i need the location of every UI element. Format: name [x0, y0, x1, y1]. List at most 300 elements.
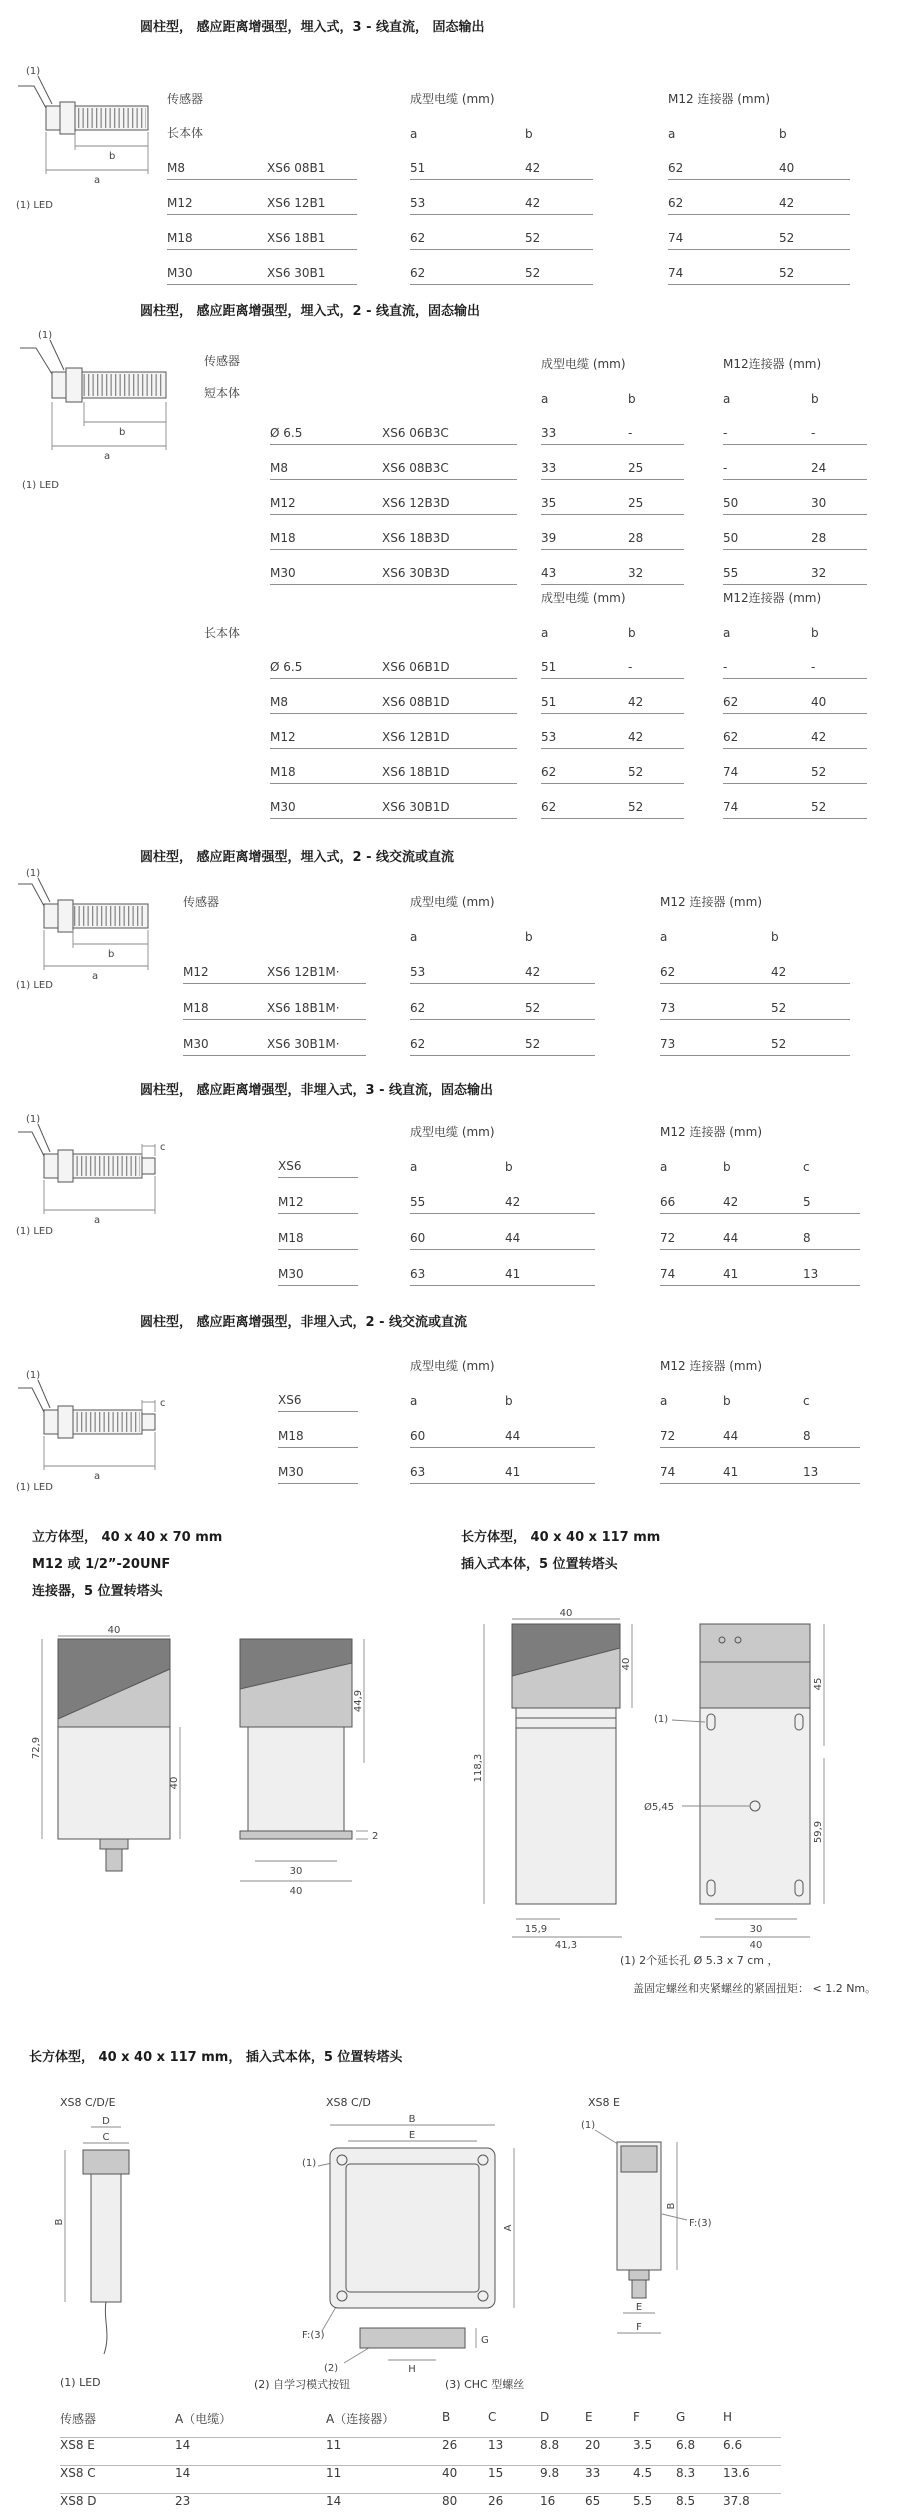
- section7-note-2: (2) 自学习模式按钮: [254, 2378, 351, 2391]
- cell-cable-a: 51: [541, 660, 557, 674]
- dim-a-label: a: [94, 1215, 101, 1226]
- cell-conn-a: 62: [668, 196, 684, 210]
- cell-cable-b: 25: [628, 496, 644, 510]
- dim-c-label: c: [160, 1142, 166, 1153]
- col-header-sensor: 传感器: [183, 895, 220, 909]
- m12-plug: [632, 2280, 646, 2298]
- cell-size: M18: [270, 531, 296, 545]
- cell-conn-b: 30: [811, 496, 827, 510]
- cell-h: 37.8: [723, 2494, 750, 2508]
- cell-cable-a: 62: [410, 1037, 426, 1051]
- section6-note-1: (1) 2个延长孔 Ø 5.3 x 7 cm ，: [620, 1954, 779, 1967]
- cell-conn-b: 40: [811, 695, 827, 709]
- subcol-a: a: [410, 1394, 418, 1408]
- cell-a-connector: 11: [326, 2466, 342, 2480]
- cell-conn-a: 50: [723, 531, 739, 545]
- sensor-nut: [66, 368, 82, 402]
- cell-reference: XS6 08B1: [267, 161, 326, 175]
- table-row: [278, 1178, 860, 1214]
- cell-size: Ø 6.5: [270, 660, 303, 674]
- cell-g: 6.8: [676, 2438, 696, 2452]
- cell-cable-b: 52: [525, 231, 541, 245]
- cell-cable-b: 41: [505, 1267, 521, 1281]
- cell-size: M18: [278, 1429, 304, 1443]
- cell-conn-b: -: [811, 660, 816, 674]
- table-row: [270, 550, 867, 585]
- dim-a-label: a: [94, 1471, 101, 1482]
- connector-base: [629, 2270, 649, 2280]
- section6-left-title-1: 立方体型， 40 x 40 x 70 mm: [32, 1530, 223, 1545]
- long-body-label: 长本体: [204, 626, 241, 640]
- table-header-row: [278, 1118, 860, 1144]
- cell-cable-b: 42: [525, 161, 541, 175]
- dim-a-label: a: [92, 971, 99, 982]
- table-subheader-row: [270, 376, 867, 410]
- cell-size: M30: [183, 1037, 209, 1051]
- sensor-nut: [58, 1406, 73, 1438]
- dim-d-label: D: [102, 2116, 110, 2127]
- col-header-cable: 成型电缆 (mm): [541, 591, 626, 605]
- sensor-label: 传感器: [204, 354, 241, 368]
- col-header-cable: 成型电缆 (mm): [410, 1359, 495, 1373]
- subcol-a: a: [410, 1160, 418, 1174]
- spacer: [270, 350, 517, 376]
- cell-cable-a: 39: [541, 531, 557, 545]
- cell-a-cable: 23: [175, 2494, 191, 2508]
- col-header-connector: M12连接器 (mm): [723, 591, 822, 605]
- dim-e-label: E: [635, 2302, 643, 2313]
- table-nonflush-3wire: [278, 1118, 860, 1286]
- section6-right-title-2: 插入式本体，5 位置转塔头: [461, 1557, 618, 1572]
- dim-40-top-label: 40: [559, 1608, 573, 1619]
- subcol-a: a: [723, 626, 731, 640]
- table-row: [167, 250, 850, 285]
- table-row: [278, 1250, 860, 1286]
- sensor-outline: [20, 340, 166, 402]
- dim-c-label: c: [160, 1398, 166, 1409]
- cell-conn-a: 62: [668, 161, 684, 175]
- col-header-sensor: 传感器: [167, 92, 204, 106]
- cell-conn-b: 52: [811, 765, 827, 779]
- cell-conn-a: 74: [668, 266, 684, 280]
- drawing-cylindrical-flush-2wire-dc: [14, 326, 199, 492]
- col-header-connector: M12 连接器 (mm): [660, 1125, 762, 1139]
- short-body-label: 短本体: [204, 386, 241, 400]
- cable: [104, 2302, 107, 2354]
- col-header: A（连接器）: [326, 2412, 395, 2426]
- cell-conn-b: 44: [723, 1231, 739, 1245]
- cell-cable-b: -: [628, 660, 633, 674]
- col-header-connector: M12 连接器 (mm): [668, 92, 770, 106]
- section1-title: 圆柱型， 感应距离增强型，埋入式，3 - 线直流， 固态输出: [140, 20, 485, 35]
- dim-44-9-label: 44,9: [353, 1689, 364, 1713]
- cell-f: 3.5: [633, 2438, 653, 2452]
- cell-cable-b: 42: [525, 196, 541, 210]
- cell-conn-b: 42: [779, 196, 795, 210]
- dim-30-label: 30: [289, 1866, 303, 1877]
- table-header-row: [278, 1352, 860, 1378]
- table-flush-2wire-short: [270, 350, 867, 585]
- cell-conn-a: 74: [723, 800, 739, 814]
- cell-reference: XS6 30B1D: [382, 800, 450, 814]
- cell-cable-a: 63: [410, 1267, 426, 1281]
- drawing3-label: XS8 E: [588, 2096, 620, 2109]
- sensor-outline: [330, 2148, 495, 2348]
- cell-cable-b: 42: [628, 730, 644, 744]
- subcol-b: b: [505, 1394, 513, 1408]
- cell-conn-a: 74: [660, 1465, 676, 1479]
- dim-e-label: E: [408, 2130, 416, 2141]
- table-flush-3wire: [167, 85, 850, 285]
- cell-cable-a: 53: [541, 730, 557, 744]
- callout-2-label: (2): [324, 2363, 339, 2374]
- callout-1-label: (1): [38, 330, 53, 341]
- drawing1-label: XS8 C/D/E: [60, 2096, 116, 2109]
- table-flush-2wire-acdc: [183, 888, 850, 1056]
- subcol-c: c: [803, 1160, 810, 1174]
- cell-size: M18: [183, 1001, 209, 1015]
- cell-reference: XS6 30B3D: [382, 566, 450, 580]
- subcol-b: b: [779, 127, 787, 141]
- callout-f3-label: F:(3): [689, 2218, 712, 2229]
- subcol-a: a: [660, 1394, 668, 1408]
- led-label: (1) LED: [16, 980, 53, 991]
- cell-b: 80: [442, 2494, 458, 2508]
- body-type-label: 长本体: [167, 126, 204, 140]
- table-row: [183, 1020, 850, 1056]
- table-row: [60, 2466, 781, 2494]
- col-header-cable: 成型电缆 (mm): [541, 357, 626, 371]
- section3-title: 圆柱型， 感应距离增强型，埋入式，2 - 线交流或直流: [140, 850, 455, 865]
- table-row: [270, 445, 867, 480]
- col-header: H: [723, 2410, 733, 2424]
- section7-title: 长方体型， 40 x 40 x 117 mm， 插入式本体，5 位置转塔头: [29, 2050, 403, 2065]
- cell-conn-a: 74: [668, 231, 684, 245]
- cell-a-cable: 14: [175, 2466, 191, 2480]
- col-header: B: [442, 2410, 451, 2424]
- cell-conn-a: 72: [660, 1429, 676, 1443]
- cell-conn-b: 40: [779, 161, 795, 175]
- led-label: (1) LED: [16, 200, 53, 211]
- cell-e: 65: [585, 2494, 601, 2508]
- cell-cable-b: -: [628, 426, 633, 440]
- cell-conn-a: 74: [723, 765, 739, 779]
- table-row: [167, 180, 850, 215]
- cell-conn-a: 62: [723, 730, 739, 744]
- cell-conn-a: 73: [660, 1001, 676, 1015]
- col-header-connector: M12 连接器 (mm): [660, 895, 762, 909]
- section6-left-title-2: M12 或 1/2”-20UNF: [32, 1557, 171, 1572]
- col-header-cable: 成型电缆 (mm): [410, 92, 495, 106]
- m12-plug: [106, 1849, 122, 1871]
- cell-d: 16: [540, 2494, 556, 2508]
- cell-size: M30: [278, 1465, 304, 1479]
- cell-reference: XS6 08B3C: [382, 461, 449, 475]
- sensor-tip: [142, 1158, 155, 1174]
- section5-title: 圆柱型， 感应距离增强型，非埋入式，2 - 线交流或直流: [140, 1315, 468, 1330]
- section7-note-1: (1) LED: [60, 2376, 101, 2389]
- dim-h-label: H: [408, 2364, 416, 2374]
- table-row: [278, 1448, 860, 1484]
- subcol-b: b: [771, 930, 779, 944]
- cell-reference: XS6 06B3C: [382, 426, 449, 440]
- sensor-outline: [18, 1124, 155, 1182]
- spacer: [270, 610, 517, 644]
- cell-f: 4.5: [633, 2466, 653, 2480]
- dimension-lines: [52, 402, 166, 450]
- cell-size: M12: [270, 496, 296, 510]
- cell-reference: XS6 30B1: [267, 266, 326, 280]
- cell-conn-a: -: [723, 660, 728, 674]
- callout-1-label: (1): [581, 2120, 596, 2131]
- cube-front-view: [58, 1639, 170, 1871]
- subcol-b: b: [811, 392, 819, 406]
- sensor-nut: [60, 102, 75, 134]
- cell-reference: XS6 12B1D: [382, 730, 450, 744]
- drawing-cylindrical-nonflush-3wire: [14, 1110, 179, 1238]
- table-flush-2wire-long: [270, 584, 867, 819]
- cell-h: 6.6: [723, 2438, 743, 2452]
- subcol-a: a: [541, 626, 549, 640]
- spacer: [270, 584, 517, 610]
- cell-h: 13.6: [723, 2466, 750, 2480]
- table-header-row: [183, 888, 850, 914]
- cell-reference: XS6 30B1M·: [267, 1037, 340, 1051]
- cell-reference: XS6 12B3D: [382, 496, 450, 510]
- dim-b-label: b: [108, 949, 115, 960]
- cell-d: 8.8: [540, 2438, 560, 2452]
- cell-reference: XS6 12B1: [267, 196, 326, 210]
- cell-conn-b: 24: [811, 461, 827, 475]
- callout-1-label: (1): [654, 1714, 669, 1725]
- cell-a-cable: 14: [175, 2438, 191, 2452]
- dimension-lines: [46, 132, 148, 174]
- cell-cable-b: 42: [628, 695, 644, 709]
- cell-reference: XS6 08B1D: [382, 695, 450, 709]
- cell-conn-b: 52: [779, 231, 795, 245]
- subcol-b: b: [525, 127, 533, 141]
- drawing-cylindrical-nonflush-2wire: [14, 1366, 179, 1494]
- cell-conn-c: 5: [803, 1195, 811, 1209]
- cell-a-connector: 14: [326, 2494, 342, 2508]
- dim-g-label: G: [481, 2335, 489, 2346]
- cell-size: M30: [278, 1267, 304, 1281]
- section6-note-2: 盖固定螺丝和夹紧螺丝的紧固扭矩： < 1.2 Nm。: [633, 1982, 877, 1995]
- drawing-xs8-front-view: [300, 2114, 530, 2374]
- connector-base: [100, 1839, 128, 1849]
- subcol-a: a: [410, 930, 418, 944]
- cell-conn-c: 8: [803, 1231, 811, 1245]
- cell-cable-a: 60: [410, 1429, 426, 1443]
- cell-conn-a: 50: [723, 496, 739, 510]
- cube-side-view: [240, 1639, 352, 1839]
- dim-118-3-label: 118,3: [473, 1753, 484, 1783]
- base-plate: [240, 1831, 352, 1839]
- subcol-b: b: [723, 1160, 731, 1174]
- col-header: C: [488, 2410, 497, 2424]
- cell-cable-a: 33: [541, 461, 557, 475]
- cell-sensor: XS8 C: [60, 2466, 96, 2480]
- table-subheader-row: [167, 111, 850, 145]
- cell-cable-a: 51: [410, 161, 426, 175]
- cell-reference: XS6 18B3D: [382, 531, 450, 545]
- table-row: [183, 984, 850, 1020]
- cell-cable-a: 53: [410, 965, 426, 979]
- cell-cable-a: 55: [410, 1195, 426, 1209]
- callout-1-label: (1): [26, 868, 41, 879]
- drawing-cylindrical-flush-2wire-ac: [14, 864, 174, 992]
- cell-cable-b: 52: [628, 765, 644, 779]
- table-row: [167, 215, 850, 250]
- cell-conn-b: 42: [723, 1195, 739, 1209]
- cell-cable-b: 25: [628, 461, 644, 475]
- dim-a-label: A: [503, 2224, 514, 2232]
- cell-e: 20: [585, 2438, 601, 2452]
- table-nonflush-2wire: [278, 1352, 860, 1484]
- dim-b-label: b: [119, 427, 126, 438]
- cell-size: Ø 6.5: [270, 426, 303, 440]
- cell-size: M12: [270, 730, 296, 744]
- table-row: [270, 714, 867, 749]
- led-label: (1) LED: [16, 1226, 53, 1237]
- rect-side-view: [512, 1624, 620, 1904]
- bottom-strip: [360, 2328, 465, 2348]
- cell-cable-b: 32: [628, 566, 644, 580]
- dim-40-side-label: 40: [169, 1776, 180, 1790]
- cell-b: 26: [442, 2438, 458, 2452]
- callout-1-label: (1): [26, 66, 41, 77]
- cell-cable-b: 44: [505, 1429, 521, 1443]
- section6-right-title-1: 长方体型， 40 x 40 x 117 mm: [461, 1530, 661, 1545]
- cell-cable-a: 62: [410, 266, 426, 280]
- sensing-face: [621, 2146, 657, 2172]
- dim-59-9-label: 59,9: [813, 1820, 824, 1844]
- cell-conn-b: 41: [723, 1465, 739, 1479]
- table-row: [60, 2494, 781, 2517]
- cell-conn-a: 55: [723, 566, 739, 580]
- led-label: (1) LED: [22, 480, 59, 491]
- cell-cable-a: 33: [541, 426, 557, 440]
- cell-conn-b: 28: [811, 531, 827, 545]
- cell-size: M18: [167, 231, 193, 245]
- sensor-nut: [58, 1150, 73, 1182]
- dim-a-label: a: [104, 451, 111, 462]
- cell-cable-a: 62: [541, 800, 557, 814]
- cell-conn-b: 52: [771, 1001, 787, 1015]
- sensor-outline: [18, 76, 148, 134]
- section2-title: 圆柱型， 感应距离增强型，埋入式，2 - 线直流，固态输出: [140, 304, 481, 319]
- cell-size: M18: [278, 1231, 304, 1245]
- cell-conn-b: 44: [723, 1429, 739, 1443]
- table-subheader-row: [278, 1378, 860, 1412]
- dim-a-label: a: [94, 175, 101, 186]
- dim-15-9-label: 15,9: [524, 1924, 548, 1935]
- cell-cable-a: 62: [410, 1001, 426, 1015]
- dim-b-label: b: [109, 151, 116, 162]
- cell-reference: XS6 18B1M·: [267, 1001, 340, 1015]
- table-header-row: [167, 85, 850, 111]
- col-header: A（电缆）: [175, 2412, 232, 2426]
- cell-size: M18: [270, 765, 296, 779]
- cell-cable-b: 52: [525, 266, 541, 280]
- cell-cable-b: 52: [628, 800, 644, 814]
- dim-40-bottom-label: 40: [289, 1886, 303, 1897]
- cell-cable-b: 44: [505, 1231, 521, 1245]
- table-row: [60, 2438, 781, 2466]
- cell-cable-a: 35: [541, 496, 557, 510]
- spacer: [278, 1352, 358, 1378]
- cell-conn-a: -: [723, 461, 728, 475]
- subcol-b: b: [525, 930, 533, 944]
- cell-size: M12: [278, 1195, 304, 1209]
- dim-40-head-label: 40: [621, 1657, 632, 1671]
- cell-conn-a: -: [723, 426, 728, 440]
- table-subheader-row: [183, 914, 850, 948]
- cell-b: 40: [442, 2466, 458, 2480]
- cell-c: 15: [488, 2466, 504, 2480]
- cell-conn-b: 52: [779, 266, 795, 280]
- table-row: [278, 1214, 860, 1250]
- cell-cable-b: 28: [628, 531, 644, 545]
- sensor-outline: [18, 1380, 155, 1438]
- dim-2-label: 2: [372, 1831, 379, 1842]
- table-row: [270, 644, 867, 679]
- cell-conn-c: 13: [803, 1465, 819, 1479]
- cell-cable-b: 52: [525, 1037, 541, 1051]
- cell-size: M8: [167, 161, 185, 175]
- callout-1-label: (1): [26, 1370, 41, 1381]
- cell-cable-a: 62: [541, 765, 557, 779]
- cell-f: 5.5: [633, 2494, 653, 2508]
- sensor-outline: [617, 2142, 661, 2298]
- col-header: D: [540, 2410, 550, 2424]
- section4-title: 圆柱型， 感应距离增强型，非埋入式，3 - 线直流，固态输出: [140, 1083, 494, 1098]
- cell-conn-a: 72: [660, 1231, 676, 1245]
- cell-cable-a: 51: [541, 695, 557, 709]
- cell-cable-b: 42: [525, 965, 541, 979]
- dim-hole-label: Ø5,45: [644, 1802, 675, 1813]
- cell-conn-a: 62: [660, 965, 676, 979]
- cell-size: M8: [270, 695, 288, 709]
- subcol-a: a: [541, 392, 549, 406]
- series-label: XS6: [278, 1159, 302, 1173]
- drawing-xs8e-view: [565, 2114, 755, 2344]
- table-header-row: [270, 350, 867, 376]
- col-header: F: [633, 2410, 640, 2424]
- sensor-outline: [83, 2150, 129, 2354]
- drawing-xs8-side-view: [45, 2114, 205, 2364]
- dim-b-label: B: [408, 2114, 416, 2125]
- cell-conn-a: 66: [660, 1195, 676, 1209]
- section6-left-title-3: 连接器，5 位置转塔头: [32, 1584, 163, 1599]
- cell-size: M8: [270, 461, 288, 475]
- dim-40-bottom-label: 40: [749, 1940, 763, 1950]
- cell-size: M30: [270, 800, 296, 814]
- series-label: XS6: [278, 1393, 302, 1407]
- table-header-row: [270, 584, 867, 610]
- sensor-nut: [58, 900, 73, 932]
- cell-cable-b: 41: [505, 1465, 521, 1479]
- subcol-a: a: [668, 127, 676, 141]
- rect-front-view: [700, 1624, 810, 1904]
- col-header: G: [676, 2410, 686, 2424]
- cell-conn-b: 42: [811, 730, 827, 744]
- col-header-cable: 成型电缆 (mm): [410, 895, 495, 909]
- table-row: [270, 480, 867, 515]
- subcol-b: b: [628, 392, 636, 406]
- col-header-connector: M12连接器 (mm): [723, 357, 822, 371]
- dim-41-3-label: 41,3: [554, 1940, 578, 1950]
